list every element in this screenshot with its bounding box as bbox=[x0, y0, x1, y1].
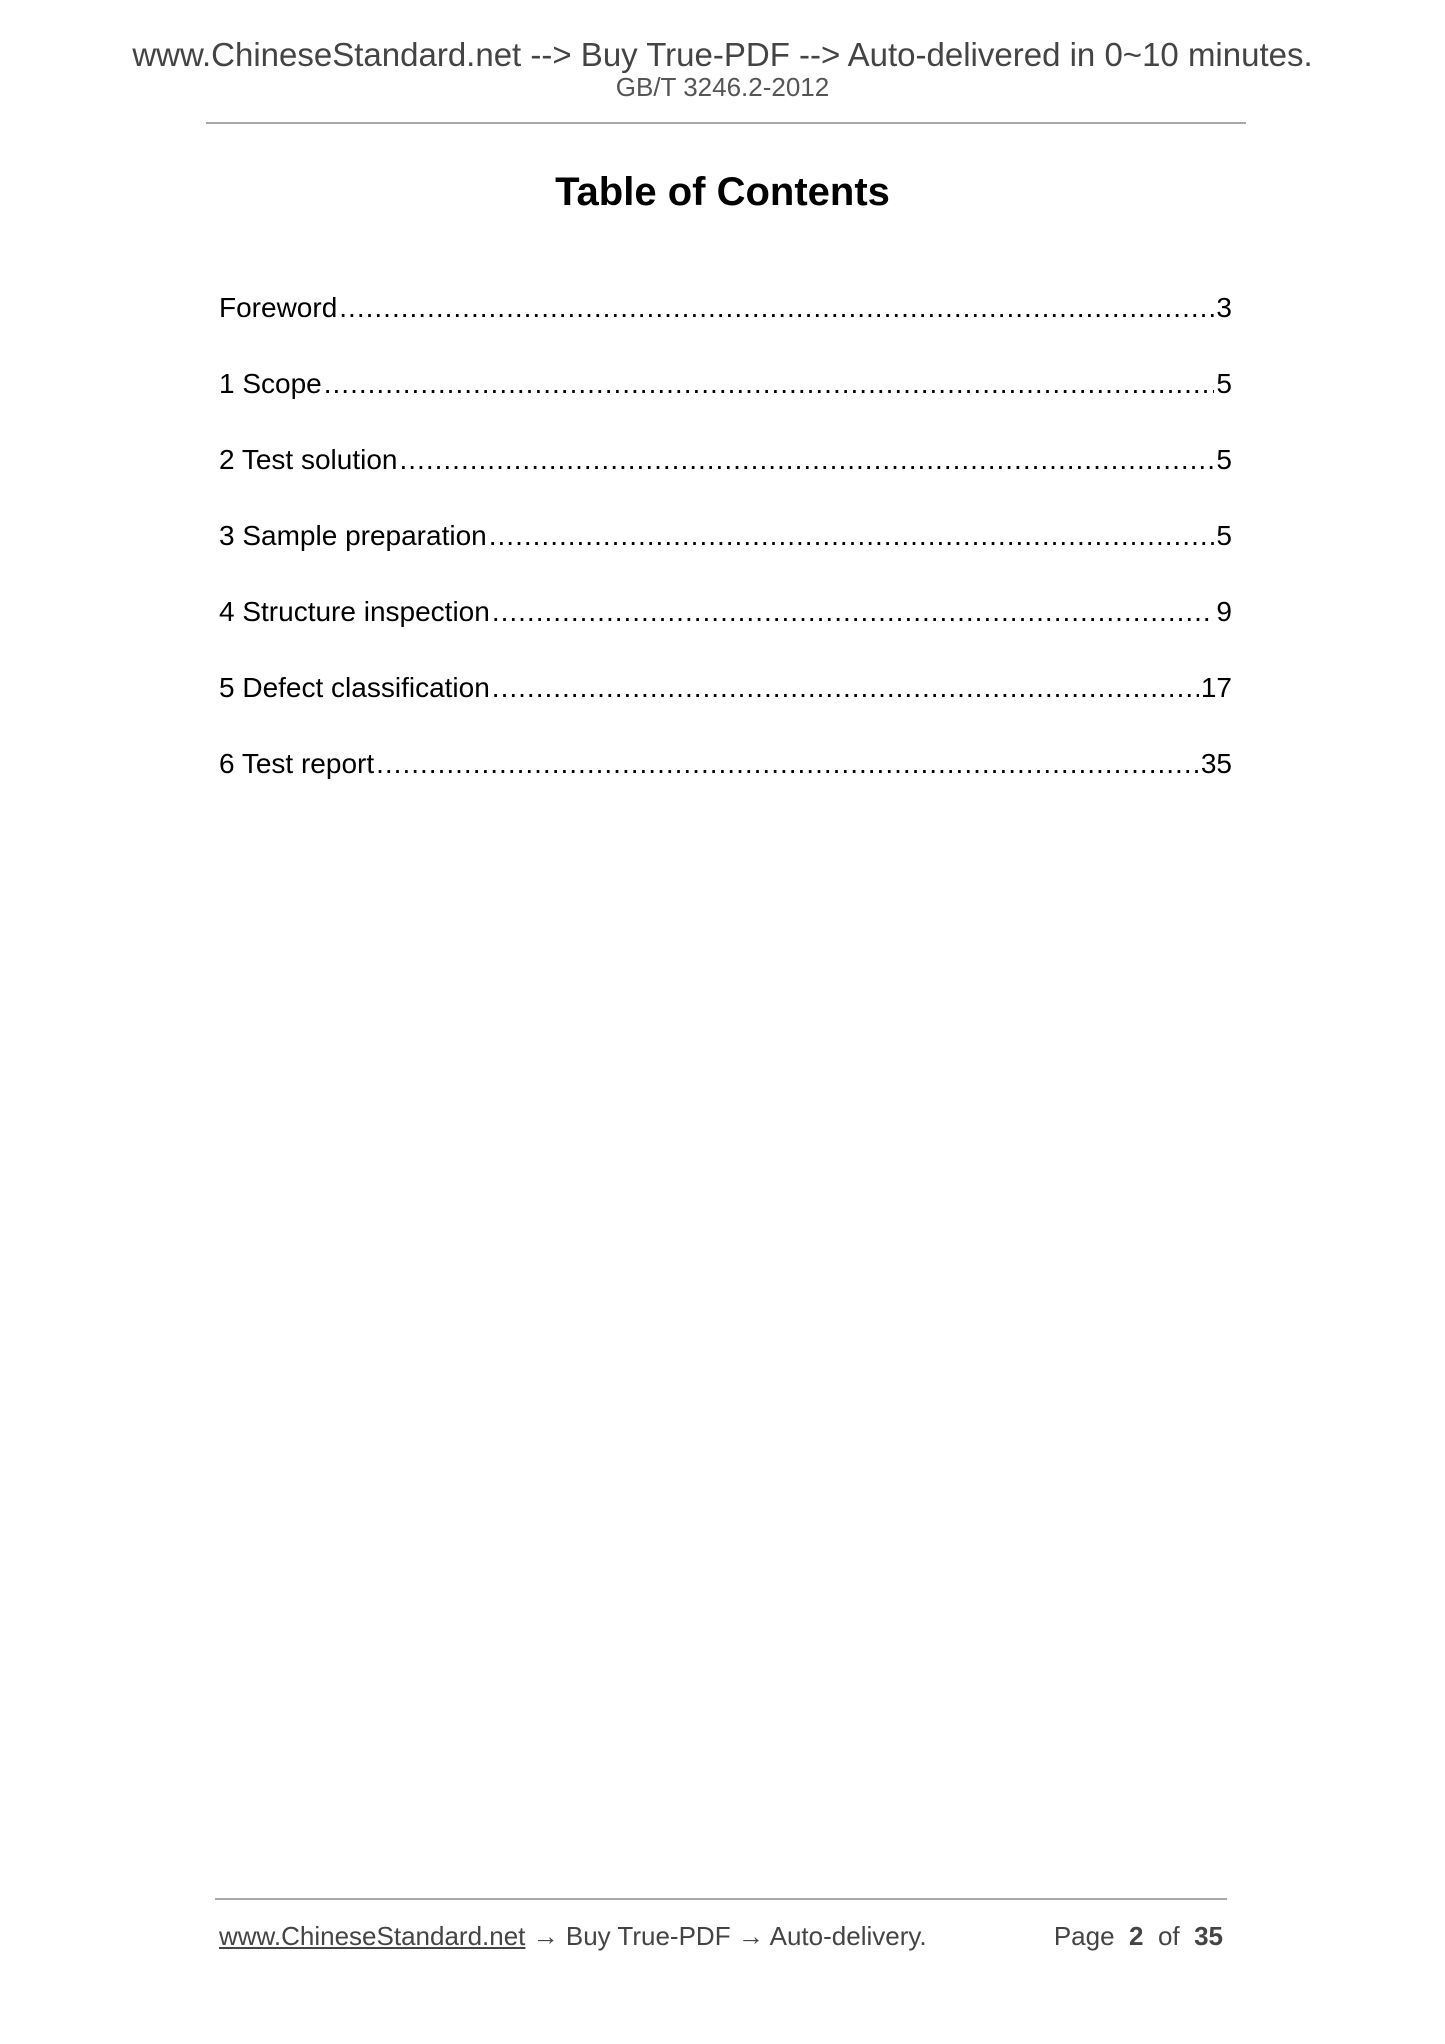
toc-dot-leader bbox=[492, 594, 1215, 630]
toc-entry-page: 17 bbox=[1200, 672, 1232, 703]
toc-dot-leader bbox=[489, 518, 1215, 554]
toc-dot-leader bbox=[400, 442, 1215, 478]
footer-divider bbox=[215, 1898, 1227, 1900]
arrow-right-icon: → bbox=[737, 1921, 764, 1951]
toc-entry-page: 3 bbox=[1216, 292, 1232, 323]
toc-entry-label: 1 Scope bbox=[219, 368, 322, 399]
toc-dot-leader bbox=[492, 670, 1199, 706]
toc-entry-label: 4 Structure inspection bbox=[219, 596, 490, 627]
toc-entry-page: 5 bbox=[1216, 444, 1232, 475]
page-indicator bbox=[1054, 1920, 1223, 1952]
toc-entry-label: 6 Test report bbox=[219, 748, 375, 779]
toc-entry-page: 5 bbox=[1216, 520, 1232, 551]
toc-dot-leader bbox=[339, 290, 1214, 326]
arrow-right-icon: → bbox=[532, 1921, 559, 1951]
header-banner[interactable]: www.ChineseStandard.net --> Buy True-PDF --> Auto-delivered in 0~10 minutes. bbox=[132, 36, 1313, 73]
toc-entry-label: 3 Sample preparation bbox=[219, 520, 487, 551]
footer-promo bbox=[219, 1920, 927, 1952]
toc-entry-sample-preparation[interactable] bbox=[219, 518, 1232, 594]
toc-entry-label: Foreword bbox=[219, 292, 338, 323]
footer-buy-text: Buy True-PDF bbox=[565, 1921, 731, 1951]
footer-site-link[interactable]: www.ChineseStandard.net bbox=[219, 1921, 526, 1951]
document-code: GB/T 3246.2-2012 bbox=[615, 72, 830, 102]
toc-dot-leader bbox=[324, 366, 1215, 402]
toc-entry-foreword[interactable] bbox=[219, 290, 1232, 366]
footer-delivery-text: Auto-delivery. bbox=[769, 1921, 927, 1951]
toc-list bbox=[219, 290, 1232, 822]
toc-dot-leader bbox=[376, 746, 1199, 782]
toc-entry-page: 35 bbox=[1200, 748, 1232, 779]
toc-entry-test-solution[interactable] bbox=[219, 442, 1232, 518]
toc-entry-page: 9 bbox=[1216, 596, 1232, 627]
page-label: Page bbox=[1053, 1921, 1115, 1951]
toc-entry-defect-classification[interactable] bbox=[219, 670, 1232, 746]
of-label: of bbox=[1157, 1921, 1180, 1951]
current-page-number: 2 bbox=[1129, 1921, 1144, 1951]
toc-entry-label: 2 Test solution bbox=[219, 444, 398, 475]
toc-entry-label: 5 Defect classification bbox=[219, 672, 490, 703]
toc-entry-scope[interactable] bbox=[219, 366, 1232, 442]
toc-entry-page: 5 bbox=[1216, 368, 1232, 399]
toc-entry-test-report[interactable] bbox=[219, 746, 1232, 822]
total-pages-number: 35 bbox=[1194, 1921, 1223, 1951]
toc-title: Table of Contents bbox=[555, 170, 890, 214]
header-divider bbox=[206, 122, 1246, 124]
toc-entry-structure-inspection[interactable] bbox=[219, 594, 1232, 670]
